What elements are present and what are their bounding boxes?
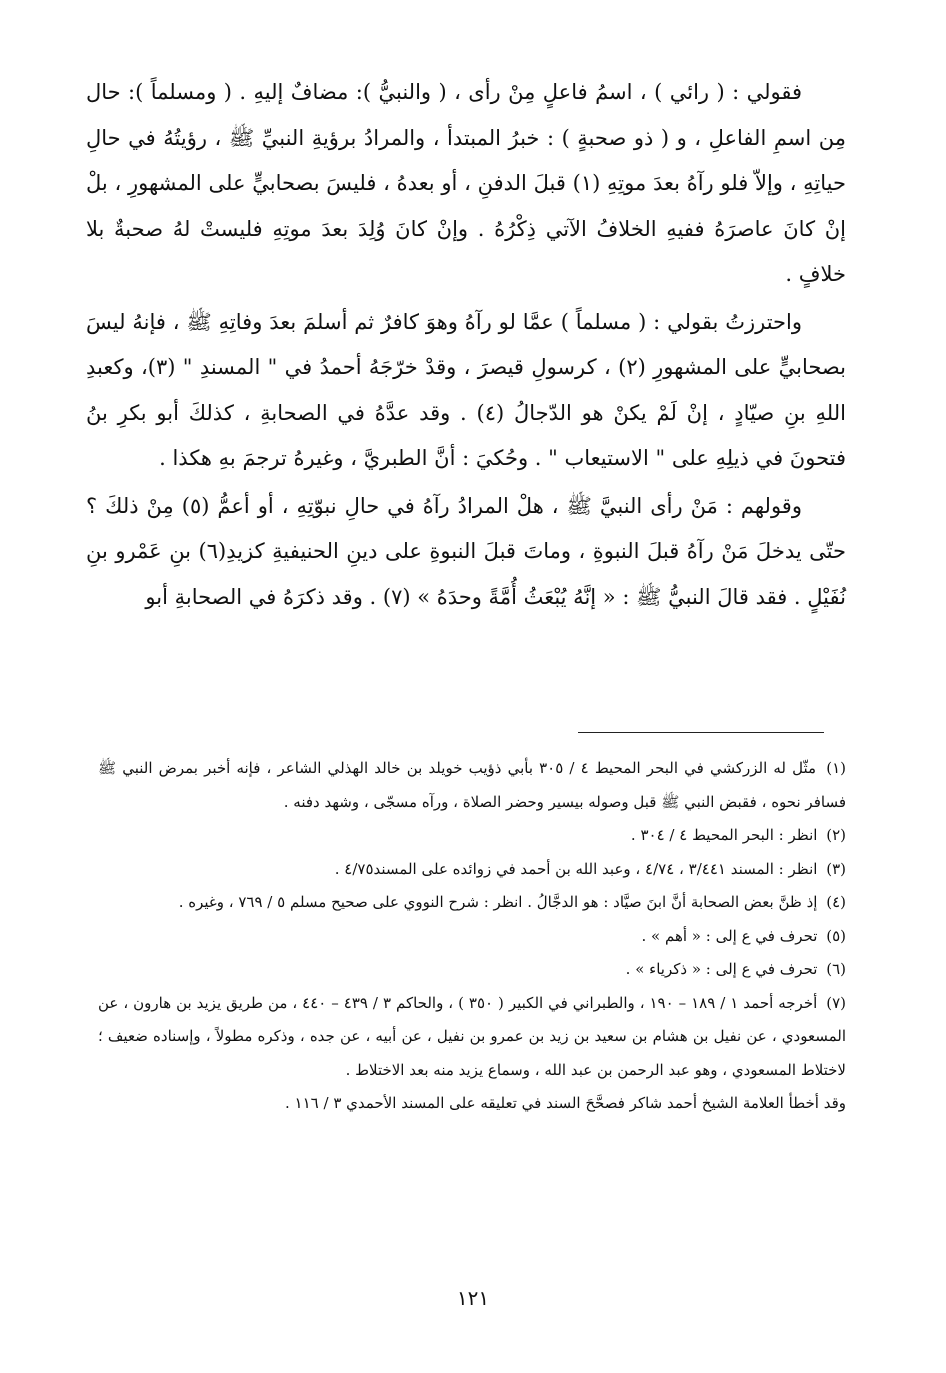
footnote-divider bbox=[578, 732, 824, 733]
footnote-1 bbox=[98, 752, 846, 819]
footnotes-section bbox=[98, 752, 846, 1121]
footnote-text: إذ ظنَّ بعض الصحابة أنَّ ابنَ صيَّاد : هو الدجَّالُ . انظر : شرح النووي على صحيح مسلم ٥ / ٧٦٩ ، وغيره . bbox=[178, 893, 818, 911]
paragraph-2: واحترزتُ بقولي : ( مسلماً ) عمَّا لو رآهُ وهوَ كافرٌ ثم أسلمَ بعدَ وفاتِهِ ﷺ ، فإنهُ ليسَ بصحابيٍّ على المشهورِ (٢) ، كرسولِ قيصرَ ، وقدْ خرّجَهُ أحمدُ في " المسندِ " (٣)، وكعبدِ اللهِ بنِ صيّادٍ ، إنْ لَمْ يكنْ هو الدّجالُ (٤) . وقد عدَّهُ في الصحابةِ ، كذلكَ أبو بكرِ بنُ فتحونَ في ذيلِهِ على " الاستيعاب " . وحُكيَ : أنَّ الطبريَّ ، وغيرهُ ترجمَ بهِ هكذا . bbox=[86, 309, 846, 470]
footnote-4 bbox=[98, 886, 846, 920]
footnote-text: انظر : المسند ٣/٤٤١ ، ٤/٧٤ ، وعبد الله بن أحمد في زوائده على المسند٤/٧٥ . bbox=[334, 859, 818, 878]
footnote-7-continuation: وقد أخطأ العلامة الشيخ أحمد شاكر فصحَّحَ السند في تعليقه على المسند الأحمدي ٣ / ١١٦ . bbox=[285, 1094, 846, 1112]
footnote-6 bbox=[98, 953, 846, 987]
footnote-7 bbox=[98, 987, 846, 1088]
footnote-number: (٢) bbox=[826, 826, 846, 844]
paragraph-1: فقولي : ( رائي ) ، اسمُ فاعلٍ مِنْ رأى ، ( والنبيُّ ): مضافٌ إليهِ . ( ومسلماً ): حال مِن اسمِ الفاعلِ ، و ( ذو صحبةٍ ) : خبرُ المبتدأ ، والمرادُ برؤيةِ النبيِّ ﷺ ، رؤيتُهُ في حالِ حياتِهِ ، وإلاّ فلو رآهُ بعدَ موتِهِ (١) قبلَ الدفنِ ، أو بعدهُ ، فليسَ بصحابيٍّ على المشهورِ ، بلْ إنْ كانَ عاصرَهُ ففيهِ الخلافُ الآتي ذِكْرُهُ . وإنْ كانَ وُلِدَ بعدَ موتِهِ فليستْ لهُ صحبةٌ بلا خلافٍ . bbox=[86, 80, 846, 286]
footnote-2 bbox=[98, 819, 846, 853]
footnote-text: تحرف في ع إلى : « ذكرياء » . bbox=[625, 960, 818, 978]
paragraph-3: وقولهم : مَنْ رأى النبيَّ ﷺ ، هلْ المرادُ رآهُ في حالِ نبوّتِهِ ، أو أعمُّ (٥) مِنْ ذلكَ ؟ حتّى يدخلَ مَنْ رآهُ قبلَ النبوةِ ، وماتَ قبلَ النبوةِ على دينِ الحنيفيةِ كزيدِ(٦) بنِ عَمْرو بنِ نُفَيْلٍ . فقد قالَ النبيُّ ﷺ : « إنَّهُ يُبْعَثُ أُمَّةً وحدَهُ » (٧) . وقد ذكرَهُ في الصحابةِ أبو bbox=[86, 493, 846, 609]
footnote-text: أخرجه أحمد ١ / ١٨٩ – ١٩٠ ، والطبراني في الكبير ( ٣٥٠ ) ، والحاكم ٣ / ٤٣٩ – ٤٤٠ ، من طريق يزيد بن هارون ، عن المسعودي ، عن نفيل بن هشام بن سعيد بن زيد بن عمرو بن نفيل ، عن أبيه ، عن جده ، وذكره مطولاً ، وإسناده ضعيف ؛ لاختلاط المسعودي ، وهو عبد الرحمن بن عبد الله ، وسماع يزيد منه بعد الاختلاط . bbox=[98, 993, 846, 1079]
footnote-text: تحرف في ع إلى : « أهم » . bbox=[641, 926, 818, 945]
page-number: ١٢١ bbox=[456, 1286, 490, 1310]
footnote-number: (٣) bbox=[826, 859, 846, 878]
footnote-number: (٧) bbox=[826, 993, 847, 1012]
footnote-number: (١) bbox=[826, 759, 846, 777]
footnote-5 bbox=[98, 920, 846, 954]
footnote-number: (٤) bbox=[826, 893, 846, 911]
footnote-number: (٥) bbox=[826, 926, 846, 945]
footnote-number: (٦) bbox=[826, 960, 846, 978]
main-text-body bbox=[86, 70, 846, 622]
footnote-text: انظر : البحر المحيط ٤ / ٣٠٤ . bbox=[630, 826, 818, 844]
footnote-text: مثّل له الزركشي في البحر المحيط ٤ / ٣٠٥ بأبي ذؤيب خويلد بن خالد الهذلي الشاعر ، فإنه أخبر بمرض النبي ﷺ فسافر نحوه ، فقبض النبي ﷺ قبل وصوله بيسير وحضر الصلاة ، ورآه مسجّى ، وشهد دفنه . bbox=[98, 759, 846, 811]
footnote-3 bbox=[98, 853, 846, 887]
